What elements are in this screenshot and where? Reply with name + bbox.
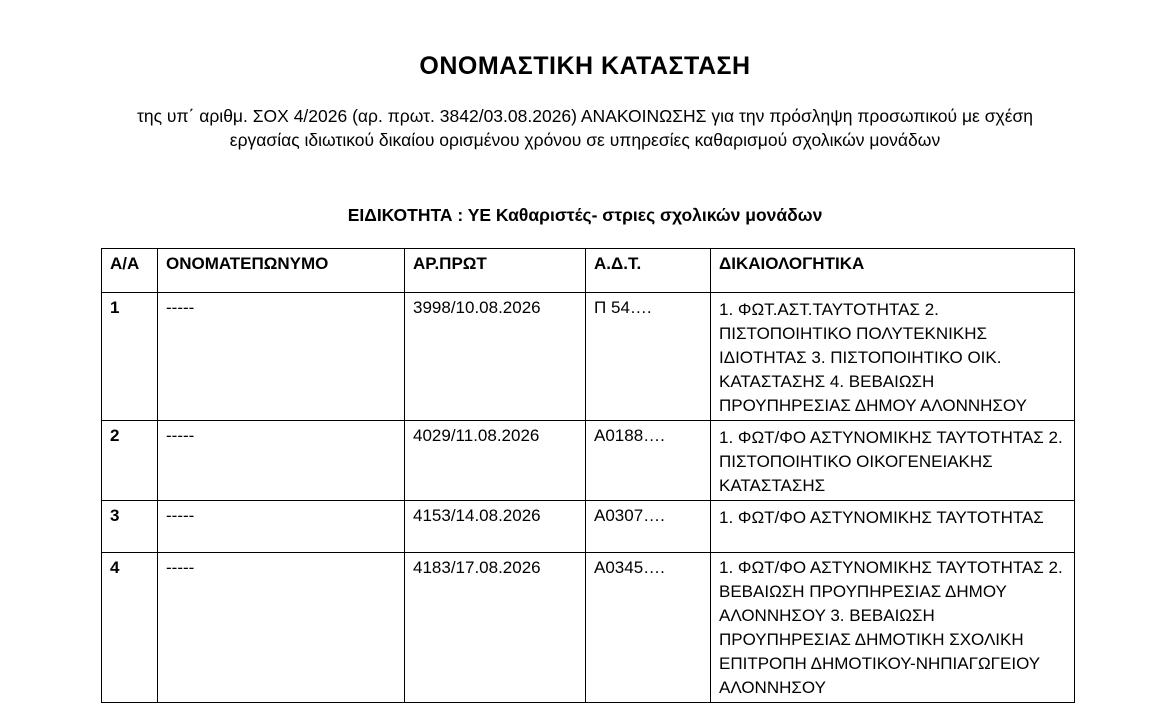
cell-name: ----- bbox=[158, 293, 405, 421]
cell-protocol: 4029/11.08.2026 bbox=[405, 421, 586, 501]
cell-aa: 3 bbox=[102, 501, 158, 553]
cell-documents: 1. ΦΩΤ/ΦΟ ΑΣΤΥΝΟΜΙΚΗΣ ΤΑΥΤΟΤΗΤΑΣ bbox=[711, 501, 1075, 553]
cell-documents: 1. ΦΩΤ.ΑΣΤ.ΤΑΥΤΟΤΗΤΑΣ 2. ΠΙΣΤΟΠΟΙΗΤΙΚΟ ΠΟΛΥΤΕΚΝΙΚΗΣ ΙΔΙΟΤΗΤΑΣ 3. ΠΙΣΤΟΠΟΙΗΤΙΚΟ ΟΙΚ. ΚΑΤΑΣΤΑΣΗΣ 4. ΒΕΒΑΙΩΣΗ ΠΡΟΥΠΗΡΕΣΙΑΣ ΔΗΜΟΥ ΑΛΟΝΝΗΣΟΥ bbox=[711, 293, 1075, 421]
table-row bbox=[102, 293, 1075, 421]
table-row bbox=[102, 501, 1075, 553]
cell-id-card: Π 54…. bbox=[586, 293, 711, 421]
header-name: ΟΝΟΜΑΤΕΠΩΝΥΜΟ bbox=[158, 249, 405, 293]
cell-id-card: Α0345…. bbox=[586, 553, 711, 703]
cell-name: ----- bbox=[158, 501, 405, 553]
cell-protocol: 3998/10.08.2026 bbox=[405, 293, 586, 421]
cell-name: ----- bbox=[158, 553, 405, 703]
header-id-card: Α.Δ.Τ. bbox=[586, 249, 711, 293]
header-protocol: ΑΡ.ΠΡΩΤ bbox=[405, 249, 586, 293]
cell-protocol: 4153/14.08.2026 bbox=[405, 501, 586, 553]
cell-documents: 1. ΦΩΤ/ΦΟ ΑΣΤΥΝΟΜΙΚΗΣ ΤΑΥΤΟΤΗΤΑΣ 2. ΠΙΣΤΟΠΟΙΗΤΙΚΟ ΟΙΚΟΓΕΝΕΙΑΚΗΣ ΚΑΤΑΣΤΑΣΗΣ bbox=[711, 421, 1075, 501]
document-title: ΟΝΟΜΑΣΤΙΚΗ ΚΑΤΑΣΤΑΣΗ bbox=[419, 52, 751, 80]
cell-id-card: Α0188…. bbox=[586, 421, 711, 501]
table-header-row bbox=[102, 249, 1075, 293]
cell-protocol: 4183/17.08.2026 bbox=[405, 553, 586, 703]
header-aa: Α/Α bbox=[102, 249, 158, 293]
table-row bbox=[102, 553, 1075, 703]
cell-id-card: Α0307…. bbox=[586, 501, 711, 553]
specialty-heading: ΕΙΔΙΚΟΤΗΤΑ : ΥΕ Καθαριστές- στριες σχολικών μονάδων bbox=[347, 205, 823, 225]
table-row bbox=[102, 421, 1075, 501]
applicants-table bbox=[101, 248, 1075, 703]
cell-documents: 1. ΦΩΤ/ΦΟ ΑΣΤΥΝΟΜΙΚΗΣ ΤΑΥΤΟΤΗΤΑΣ 2. ΒΕΒΑΙΩΣΗ ΠΡΟΥΠΗΡΕΣΙΑΣ ΔΗΜΟΥ ΑΛΟΝΝΗΣΟΥ 3. ΒΕΒΑΙΩΣΗ ΠΡΟΥΠΗΡΕΣΙΑΣ ΔΗΜΟΤΙΚΗ ΣΧΟΛΙΚΗ ΕΠΙΤΡΟΠΗ ΔΗΜΟΤΙΚΟΥ-ΝΗΠΙΑΓΩΓΕΙΟΥ ΑΛΟΝΝΗΣΟΥ bbox=[711, 553, 1075, 703]
cell-aa: 1 bbox=[102, 293, 158, 421]
cell-name: ----- bbox=[158, 421, 405, 501]
cell-aa: 4 bbox=[102, 553, 158, 703]
document-subtitle: της υπ΄ αριθμ. ΣΟΧ 4/2026 (αρ. πρωτ. 3842/03.08.2026) ΑΝΑΚΟΙΝΩΣΗΣ για την πρόσληψη προσωπικού με σχέση εργασίας ιδιωτικού δικαίου ορισμένου χρόνου σε υπηρεσίες καθαρισμού σχολικών μονάδων bbox=[136, 106, 1034, 150]
cell-aa: 2 bbox=[102, 421, 158, 501]
header-documents: ΔΙΚΑΙΟΛΟΓΗΤΙΚΑ bbox=[711, 249, 1075, 293]
